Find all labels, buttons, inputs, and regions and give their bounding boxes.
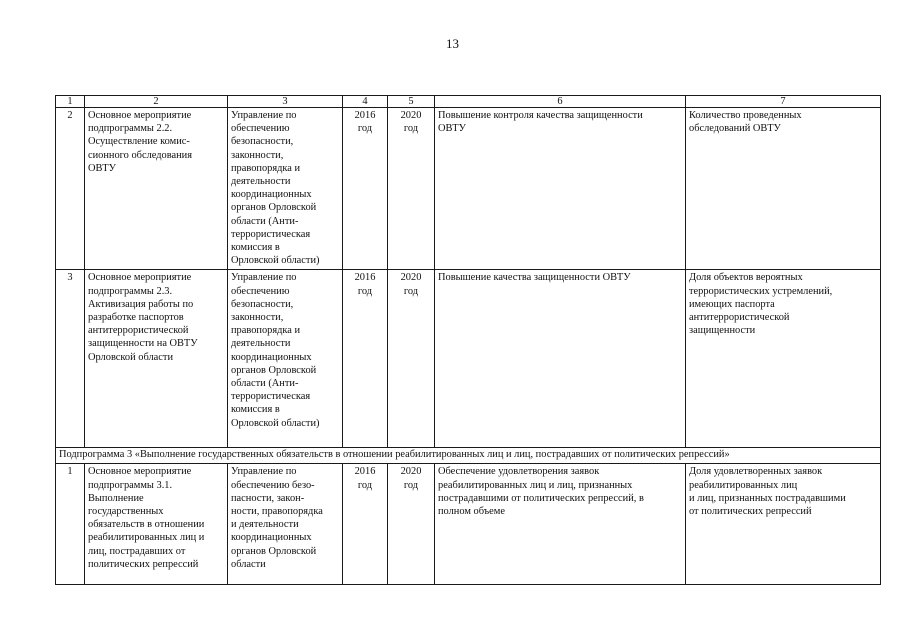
start-year-cell: 2016 год (343, 108, 388, 270)
event-cell: Основное мероприятие подпрограммы 2.3. Активизация работы по разработке паспортов антитеррористической защищенности на ОВТУ Орловской области (85, 270, 228, 448)
column-header: 3 (228, 96, 343, 108)
end-year-cell: 2020 год (388, 108, 435, 270)
indicator-cell: Доля объектов вероятных террористических устремлений, имеющих паспорта антитеррористической защищенности (686, 270, 881, 448)
column-header: 4 (343, 96, 388, 108)
column-header: 6 (435, 96, 686, 108)
executor-cell: Управление по обеспечению безо- пасности, закон- ности, правопорядка и деятельности координационных органов Орловской области (228, 464, 343, 585)
column-header: 7 (686, 96, 881, 108)
row-number: 2 (56, 108, 85, 270)
table-row (56, 270, 881, 448)
row-number: 1 (56, 464, 85, 585)
end-year-cell: 2020 год (388, 464, 435, 585)
start-year-cell: 2016 год (343, 270, 388, 448)
table-row (56, 464, 881, 585)
program-table (55, 95, 881, 585)
row-number: 3 (56, 270, 85, 448)
indicator-cell: Доля удовлетворенных заявок реабилитированных лиц и лиц, признанных пострадавшими от политических репрессий (686, 464, 881, 585)
start-year-cell: 2016 год (343, 464, 388, 585)
section-title: Подпрограмма 3 «Выполнение государственных обязательств в отношении реабилитированных лиц и лиц, пострадавших от политических репрессий» (56, 448, 881, 464)
end-year-cell: 2020 год (388, 270, 435, 448)
section-row (56, 448, 881, 464)
page-number: 13 (446, 36, 459, 51)
executor-cell: Управление по обеспечению безопасности, законности, правопорядка и деятельности координационных органов Орловской области (Анти- террористическая комиссия в Орловской области) (228, 270, 343, 448)
column-header: 1 (56, 96, 85, 108)
executor-cell: Управление по обеспечению безопасности, законности, правопорядка и деятельности координационных органов Орловской области (Анти- террористическая комиссия в Орловской области) (228, 108, 343, 270)
event-cell: Основное мероприятие подпрограммы 2.2. Осуществление комис- сионного обследования ОВТУ (85, 108, 228, 270)
result-cell: Повышение контроля качества защищенности ОВТУ (435, 108, 686, 270)
column-header: 5 (388, 96, 435, 108)
result-cell: Повышение качества защищенности ОВТУ (435, 270, 686, 448)
indicator-cell: Количество проведенных обследований ОВТУ (686, 108, 881, 270)
column-header: 2 (85, 96, 228, 108)
event-cell: Основное мероприятие подпрограммы 3.1. Выполнение государственных обязательств в отношении реабилитированных лиц и лиц, пострадавших от политических репрессий (85, 464, 228, 585)
table-row (56, 108, 881, 270)
column-number-row (56, 96, 881, 108)
result-cell: Обеспечение удовлетворения заявок реабилитированных лиц и лиц, признанных пострадавшими от политических репрессий, в полном объеме (435, 464, 686, 585)
